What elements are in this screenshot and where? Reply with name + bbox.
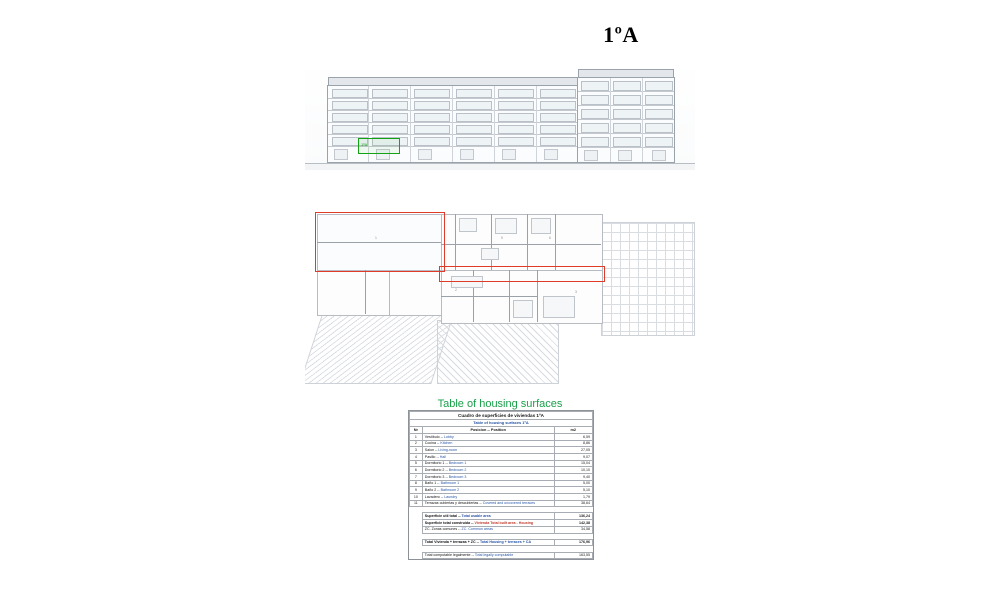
row-nr: 10	[410, 493, 423, 500]
row-position-es: Pasillo	[424, 454, 436, 459]
row-position-en: Laundry	[444, 494, 458, 499]
row-position-es: Baño 1	[424, 481, 437, 486]
row-position-es: Terrazas cubiertas y descubiertas	[424, 501, 479, 506]
row-position: Dormitorio 2 -- Bedroom 2	[422, 467, 554, 474]
plan-highlight-upper	[315, 212, 445, 272]
building-elevation-drawing	[305, 60, 695, 170]
table-row	[410, 433, 593, 440]
plan-terrace-hatch-bottom	[437, 320, 559, 384]
total-usable-label: Superficie util total -- Total usable area	[422, 513, 554, 520]
row-position-en: Bathroom 1	[440, 481, 460, 486]
table-row	[410, 453, 593, 460]
row-nr: 3	[410, 447, 423, 454]
legal-total-label: Total computable legalmente -- Total legally computable	[422, 552, 554, 559]
floor-plan-drawing: 1 5 6 3 2	[305, 200, 695, 385]
row-position-es: Dormitorio 1	[424, 461, 445, 466]
row-position: Baño 1 -- Bathroom 1	[422, 480, 554, 487]
total-usable-en: Total usable area	[461, 514, 491, 519]
row-position: Pasillo -- Hall	[422, 453, 554, 460]
grand-total-label: Total Vivienda + terrazas + ZC -- Total Housing + terraces + CA	[422, 539, 554, 546]
common-areas-label: ZC. Zonas comunes -- ZC. Common areas	[422, 526, 554, 533]
plan-terrace-grid-right	[601, 222, 695, 336]
row-position: Salon -- Living-room	[422, 447, 554, 454]
table-row	[410, 467, 593, 474]
row-m2: 9,07	[554, 453, 592, 460]
row-nr: 4	[410, 453, 423, 460]
row-nr: 1	[410, 433, 423, 440]
grand-total-en: Total Housing + terraces + CA	[480, 540, 532, 545]
elevation-roof-right	[578, 69, 674, 78]
header-nr: Nr	[410, 426, 423, 433]
row-nr: 7	[410, 473, 423, 480]
row-position-en: Bedroom 1	[448, 461, 467, 466]
row-m2: 6,59	[554, 433, 592, 440]
total-built-es: Superficie total construida	[424, 520, 471, 525]
header-m2: m2	[554, 426, 592, 433]
total-usable-m2: 136,24	[554, 513, 592, 520]
table-total-row	[410, 513, 593, 520]
grand-total-m2: 176,96	[554, 539, 592, 546]
row-position: Baño 2 -- Bathroom 2	[422, 487, 554, 494]
table-row	[410, 493, 593, 500]
row-m2: 9,40	[554, 473, 592, 480]
row-m2: 1,79	[554, 493, 592, 500]
row-nr: 8	[410, 480, 423, 487]
plan-terrace-hatch-left	[305, 312, 455, 384]
row-position-es: Cocina	[424, 441, 436, 446]
legal-total-en: Total legally computable	[474, 553, 514, 558]
highlighted-unit-marker	[358, 138, 400, 154]
row-m2: 5,00	[554, 480, 592, 487]
common-areas-en: ZC. Common areas	[461, 527, 493, 532]
row-m2: 5,10	[554, 487, 592, 494]
row-position-en: Kitchen	[440, 441, 453, 446]
table-row	[410, 473, 593, 480]
legal-total-es: Total computable legalmente	[424, 553, 471, 558]
table-row	[410, 447, 593, 454]
table-grand-total-row	[410, 539, 593, 546]
housing-surfaces-table	[408, 410, 594, 560]
row-position-en: Living-room	[438, 447, 458, 452]
elevation-main-block	[327, 85, 579, 163]
row-position-es: Dormitorio 3	[424, 474, 445, 479]
total-built-label: Superficie total construida -- Vivienda Total built area - Housing	[422, 520, 554, 527]
row-nr: 11	[410, 500, 423, 507]
plan-room-left-lower	[317, 270, 391, 316]
legal-total-m2: 163,55	[554, 552, 592, 559]
row-nr: 9	[410, 487, 423, 494]
table-row	[410, 460, 593, 467]
row-position-es: Lavadero	[424, 494, 440, 499]
total-built-en: Vivienda Total built area - Housing	[474, 520, 534, 525]
common-areas-es: ZC. Zonas comunes	[424, 527, 458, 532]
total-built-m2: 142,38	[554, 520, 592, 527]
table-row	[410, 500, 593, 507]
row-m2: 10,10	[554, 467, 592, 474]
row-position: Vestíbulo -- Lobby	[422, 433, 554, 440]
row-position-en: Hall	[439, 454, 446, 459]
row-position-es: Salon	[424, 447, 434, 452]
plan-room-left-lower-2	[389, 270, 443, 316]
row-position: Dormitorio 1 -- Bedroom 1	[422, 460, 554, 467]
table-title-en: Table of housing surfaces 1ºA	[410, 419, 593, 426]
row-position: Lavadero -- Laundry	[422, 493, 554, 500]
common-areas-m2: 34,58	[554, 526, 592, 533]
row-m2: 15,04	[554, 460, 592, 467]
elevation-roof	[328, 77, 578, 86]
table-total-row	[410, 526, 593, 533]
row-position-en: Bedroom 2	[448, 467, 467, 472]
row-m2: 38,64	[554, 500, 592, 507]
elevation-ground	[305, 164, 695, 170]
row-position: Cocina -- Kitchen	[422, 440, 554, 447]
row-m2: 8,86	[554, 440, 592, 447]
grand-total-es: Total Vivienda + terrazas + ZC	[424, 540, 476, 545]
row-nr: 6	[410, 467, 423, 474]
row-position-en: Bathroom 2	[440, 487, 460, 492]
row-nr: 2	[410, 440, 423, 447]
row-position: Terrazas cubiertas y descubiertas -- Covered and uncovered terraces	[422, 500, 554, 507]
table-title-es: Cuadro de superficies de viviendas 1ºA	[410, 412, 593, 420]
table-legal-row	[410, 552, 593, 559]
row-position-es: Vestíbulo	[424, 434, 440, 439]
row-position: Dormitorio 3 -- Bedroom 3	[422, 473, 554, 480]
row-nr: 5	[410, 460, 423, 467]
total-usable-es: Superficie util total	[424, 514, 458, 519]
row-position-en: Covered and uncovered terraces	[482, 501, 536, 506]
table-header-row	[410, 426, 593, 433]
page-title: 1ºA	[603, 22, 639, 47]
plan-highlight-band	[439, 266, 605, 282]
header-position: Posicion -- Position	[422, 426, 554, 433]
table-row	[410, 440, 593, 447]
table-row	[410, 480, 593, 487]
row-position-en: Bedroom 3	[448, 474, 467, 479]
row-position-es: Dormitorio 2	[424, 467, 445, 472]
table-row	[410, 487, 593, 494]
row-position-es: Baño 2	[424, 487, 437, 492]
table-total-row	[410, 520, 593, 527]
highlighted-unit-label: 1ºA	[361, 142, 368, 147]
row-position-en: Lobby	[443, 434, 454, 439]
table-caption: Table of housing surfaces	[437, 398, 563, 410]
elevation-right-block	[577, 77, 675, 163]
row-m2: 27,05	[554, 447, 592, 454]
